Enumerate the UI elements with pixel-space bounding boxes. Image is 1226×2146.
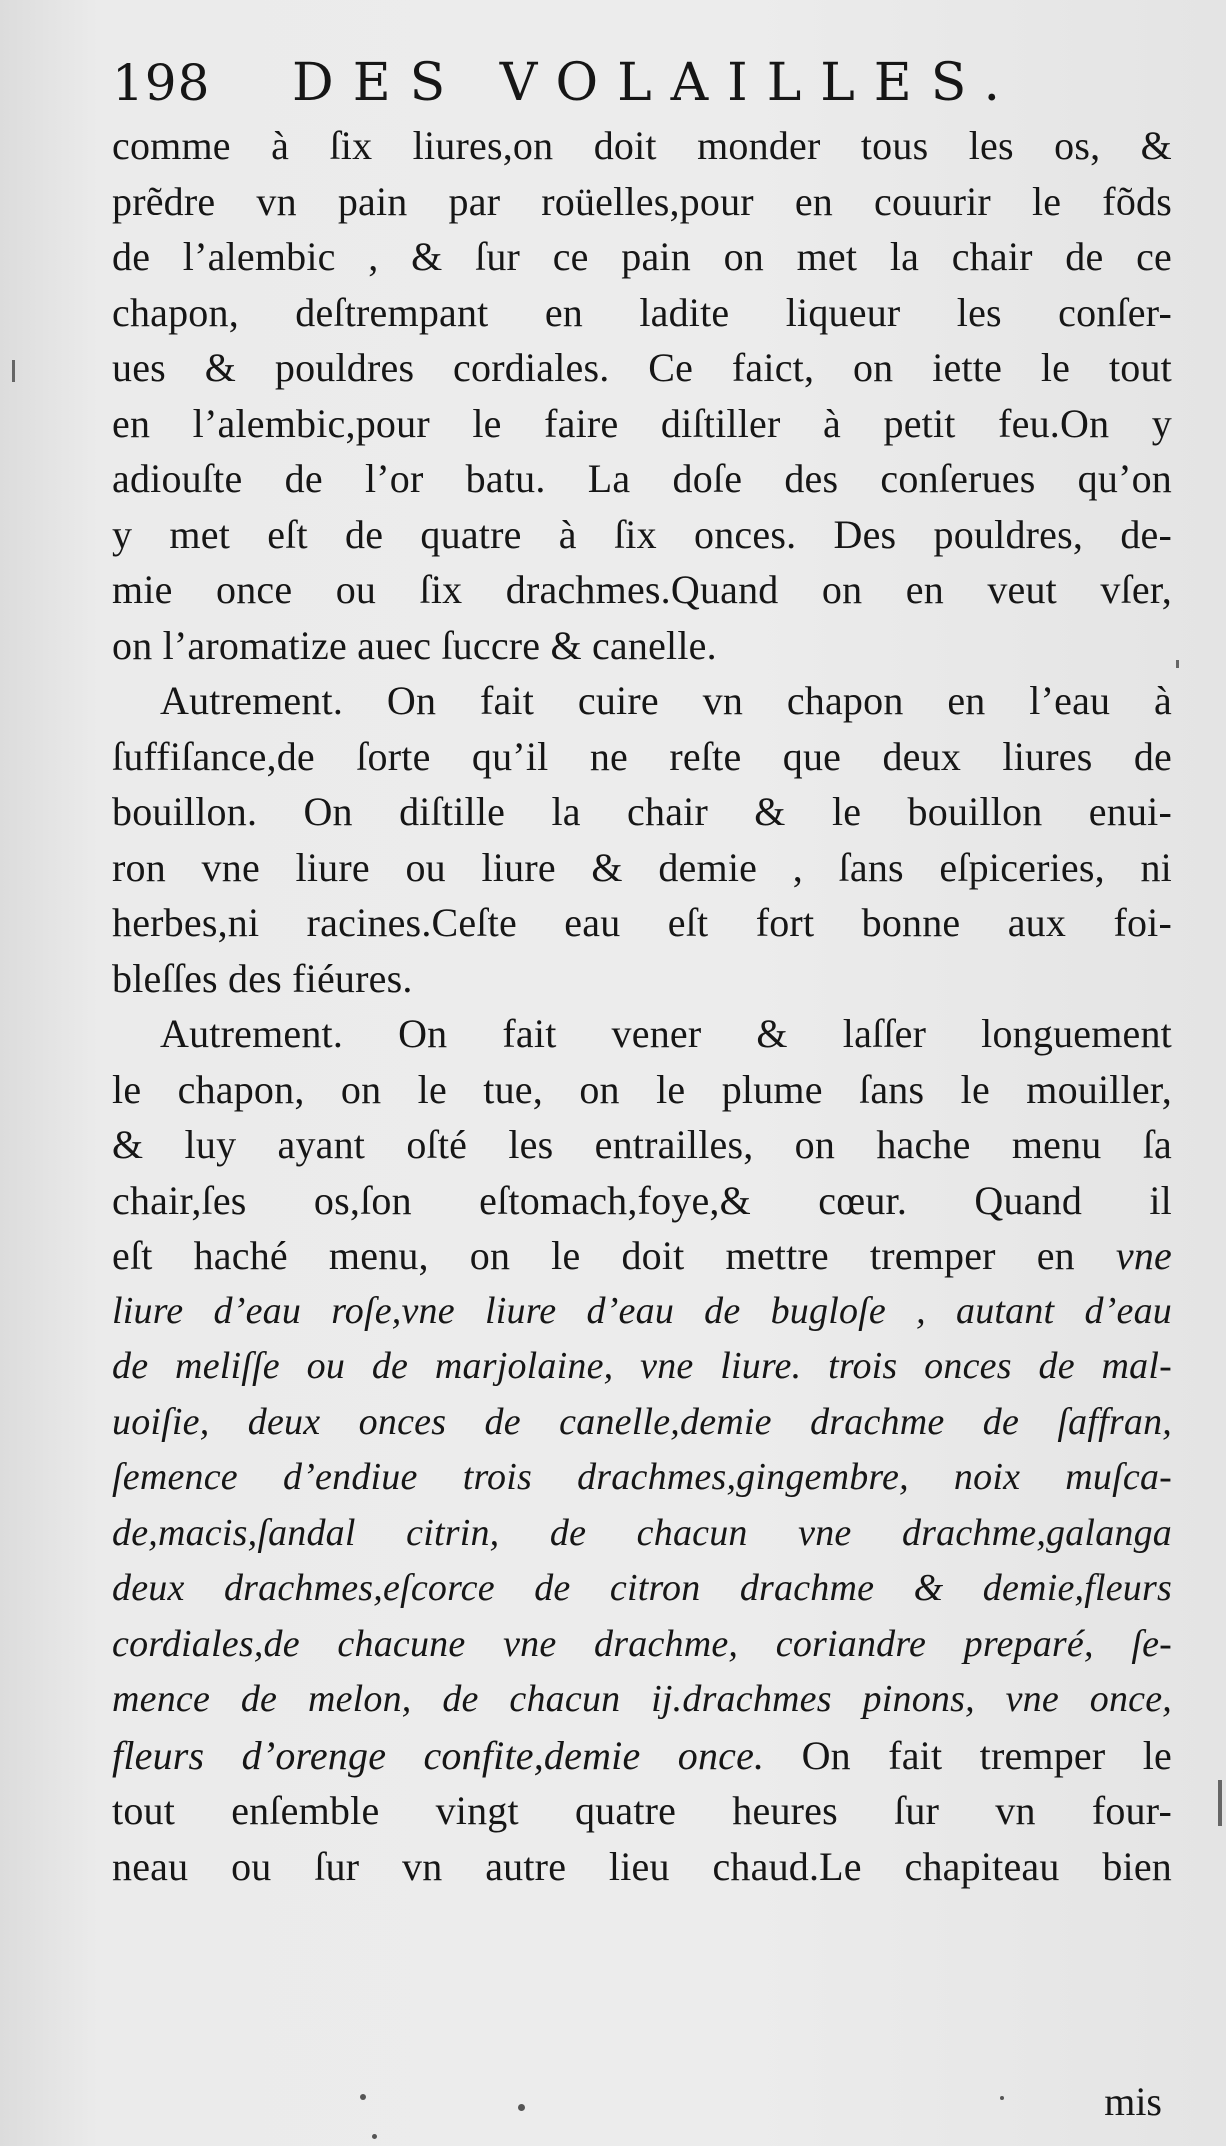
roman-text: On fait tremper le (801, 1732, 1172, 1778)
page-number: 198 (112, 54, 211, 112)
text-line: adiouſte de l’or batu. La doſe des conſerues qu’on (112, 456, 1172, 501)
text-line: ues & pouldres cordiales. Ce faict, on iette le tout (112, 345, 1172, 390)
catchword: mis (1104, 2079, 1162, 2124)
text-line: chair,ſes os,ſon eſtomach,foye,& cœur. Quand il (112, 1177, 1172, 1223)
text-line: bouillon. On diſtille la chair & le bouillon enui- (112, 789, 1172, 834)
mixed-text-line (112, 1728, 1172, 1784)
ink-speck (372, 2134, 377, 2139)
text-line: neau ou ſur vn autre lieu chaud.Le chapiteau bien (112, 1843, 1172, 1889)
italic-text: fleurs d’orenge confite,demie once. (112, 1732, 765, 1778)
text-line: le chapon, on le tue, on le plume ſans le mouiller, (112, 1066, 1172, 1112)
text-line: herbes,ni racines.Ceſte eau eſt fort bonne aux foi- (112, 900, 1172, 945)
roman-text: eſt haché menu, on le doit mettre tremper en (112, 1233, 1075, 1278)
italic-recipe-line: deux drachmes,eſcorce de citron drachme & demie,fleurs (112, 1567, 1172, 1609)
text-line: en l’alembic,pour le faire diſtiller à petit feu.On y (112, 400, 1172, 446)
ink-speck (1000, 2096, 1004, 2100)
text-line: comme à ſix liures,on doit monder tous les os, & (112, 123, 1172, 168)
text-line: chapon, deſtrempant en ladite liqueur les conſer- (112, 289, 1172, 335)
margin-mark (1218, 1780, 1222, 1826)
text-line: mie once ou ſix drachmes.Quand on en veut vſer, (112, 567, 1172, 612)
paragraph-start-line: Autrement. On fait vener & laſſer longuement (160, 1011, 1172, 1056)
ink-speck (518, 2104, 525, 2111)
italic-recipe-line: liure d’eau roſe,vne liure d’eau de bugloſe , autant d’eau (112, 1289, 1172, 1332)
italic-text: vne (1115, 1233, 1172, 1278)
margin-mark (12, 360, 15, 382)
paragraph-start-line: Autrement. On fait cuire vn chapon en l’eau à (160, 678, 1172, 723)
running-title: DES VOLAILLES. (292, 53, 1020, 113)
italic-recipe-line: de,macis,ſandal citrin, de chacun vne drachme,galanga (112, 1511, 1172, 1554)
italic-recipe-line: mence de melon, de chacun ij.drachmes pinons, vne once, (112, 1678, 1172, 1720)
text-line: prẽdre vn pain par roüelles,pour en couurir le fõds (112, 178, 1172, 224)
text-line: ſuffiſance,de ſorte qu’il ne reſte que deux liures de (112, 733, 1172, 779)
italic-recipe-line: ſemence d’endiue trois drachmes,gingembre, noix muſca- (112, 1456, 1172, 1498)
text-line: tout enſemble vingt quatre heures ſur vn four- (112, 1788, 1172, 1833)
italic-recipe-line: cordiales,de chacune vne drachme, coriandre preparé, ſe- (112, 1622, 1172, 1665)
text-line: ron vne liure ou liure & demie , ſans eſpiceries, ni (112, 844, 1172, 890)
margin-mark (1176, 660, 1179, 668)
text-line: & luy ayant oſté les entrailles, on hache menu ſa (112, 1122, 1172, 1167)
text-line: y met eſt de quatre à ſix onces. Des pouldres, de- (112, 511, 1172, 557)
page-header (112, 48, 1172, 118)
italic-recipe-line: uoiſie, deux onces de canelle,demie drachme de ſaffran, (112, 1400, 1172, 1443)
mixed-text-line (112, 1228, 1172, 1284)
text-line: bleſſes des fiéures. (112, 955, 413, 1001)
text-line: de l’alembic , & ſur ce pain on met la chair de ce (112, 234, 1172, 279)
ink-speck (360, 2094, 366, 2100)
body-text (112, 118, 1172, 1894)
text-line: on l’aromatize auec ſuccre & canelle. (112, 622, 717, 668)
italic-recipe-line: de meliſſe ou de marjolaine, vne liure. trois onces de mal- (112, 1345, 1172, 1387)
